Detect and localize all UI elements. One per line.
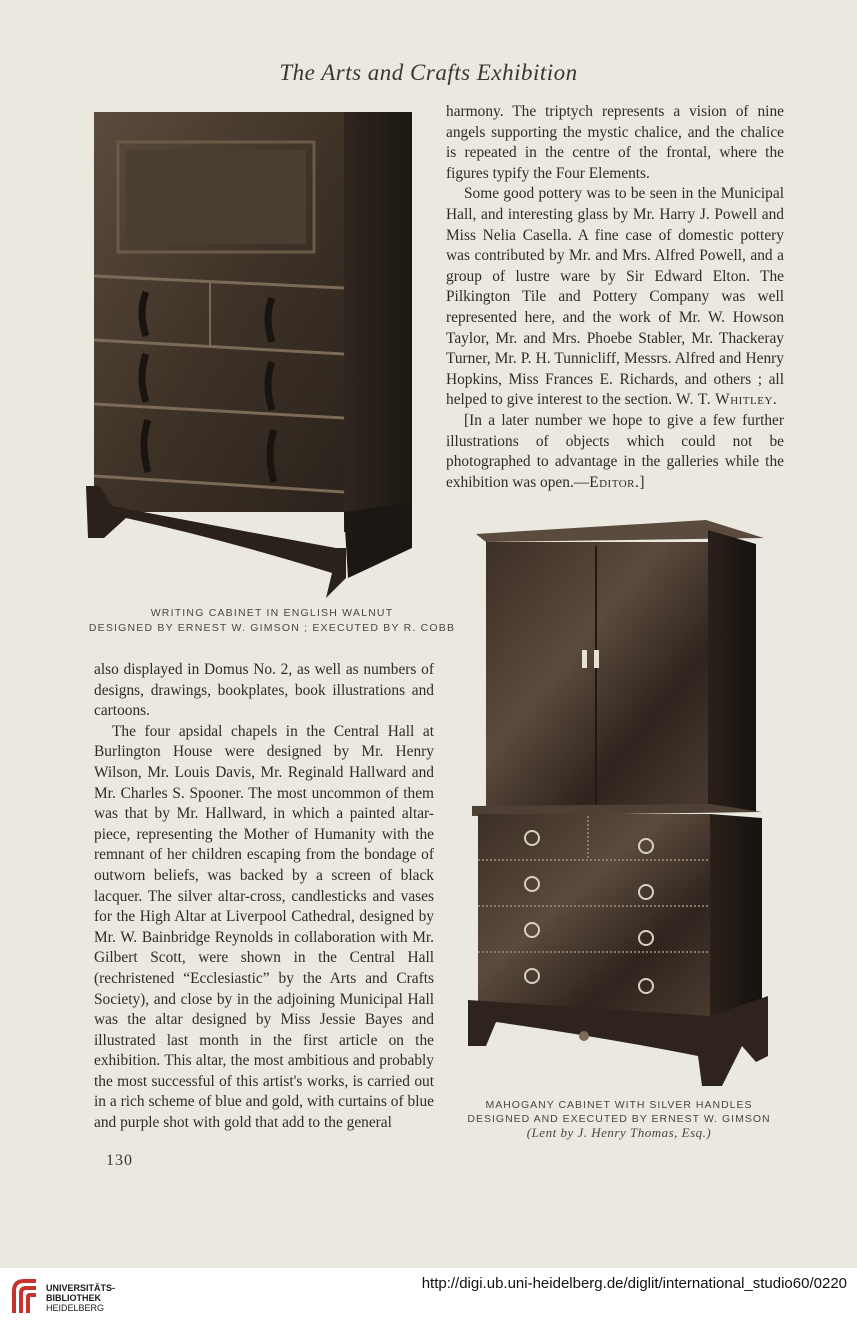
running-head: The Arts and Crafts Exhibition	[279, 60, 578, 85]
author-signature: W. T. Whitley.	[675, 391, 778, 409]
figure1-caption-line1: WRITING CABINET IN ENGLISH WALNUT	[150, 607, 394, 619]
library-name-line3: HEIDELBERG	[46, 1303, 105, 1313]
editor-note-close: ]	[639, 473, 645, 491]
left-column-text	[94, 660, 434, 1134]
figure2-credit: (Lent by J. Henry Thomas, Esq.)	[526, 1125, 712, 1140]
library-name	[46, 1283, 115, 1313]
figure2-caption-line1: MAHOGANY CABINET WITH SILVER HANDLES	[485, 1099, 753, 1111]
left-paragraph-1: also displayed in Domus No. 2, as well as numbers of designs, drawings, bookplates, book illustrations and cartoons.	[94, 661, 434, 720]
right-column-text	[446, 102, 784, 493]
editor-note	[446, 411, 784, 493]
right-paragraph-1: harmony. The triptych represents a vision of nine angels supporting the mystic chalice, and the chalice is repeated in the centre of the frontal, where the figures typify the Four Elements.	[446, 103, 784, 182]
library-name-line1: UNIVERSITÄTS-	[46, 1283, 116, 1293]
editor-signature: Editor.	[589, 473, 640, 491]
right-paragraph-2-text: Some good pottery was to be seen in the Municipal Hall, and interesting glass by Mr. Harry J. Powell and Miss Nelia Casella. A fine case of domestic pottery was contributed by Mr. and Mrs. Alfred Powell, and a group of lustre ware by Sir Edward Elton. The Pilkington Tile and Pottery Company was well represented here, and the work of Mr. W. Howson Taylor, Mr. and Mrs. Phoebe Stabler, Mr. Thackeray Turner, Mr. P. H. Tunnicliff, Messrs. Alfred and Henry Hopkins, Miss Frances E. Richards, and others ; all helped to give interest to the section.	[446, 185, 784, 409]
library-name-line2: BIBLIOTHEK	[46, 1293, 101, 1303]
figure1-caption-line2: DESIGNED BY ERNEST W. GIMSON ; EXECUTED BY R. COBB	[88, 622, 456, 634]
figure2-caption	[466, 1098, 772, 1140]
writing-cabinet-photo	[86, 108, 414, 603]
university-library-logo-icon	[10, 1277, 40, 1317]
page-number: 130	[106, 1152, 133, 1169]
editor-note-text: [In a later number we hope to give a few further illustrations of objects which could not be photographed to advantage in the galleries while the exhibition was open.—	[446, 411, 784, 491]
source-url-link[interactable]: http://digi.ub.uni-heidelberg.de/diglit/international_studio60/0220	[421, 1275, 847, 1292]
figure2-caption-line2: DESIGNED AND EXECUTED BY ERNEST W. GIMSON	[467, 1113, 771, 1125]
right-paragraph-2	[446, 184, 784, 411]
left-paragraph-2: The four apsidal chapels in the Central Hall at Burlington House were designed by Mr. Henry Wilson, Mr. Louis Davis, Mr. Reginald Hallward and Mr. Charles S. Spooner. The most uncommon of them was that by Mr. Hallward, in which a painted altar-piece, representing the Mother of Humanity with the remnant of her children escaping from the bondage of outworn beliefs, was backed by a screen of black lacquer. The silver altar-cross, candlesticks and vases for the High Altar at Liverpool Cathedral, designed by Mr. W. Bainbridge Reynolds in collaboration with Mr. Gilbert Scott, were shown in the Central Hall (rechristened “Ecclesiastic” by the Arts and Crafts Society), and close by in the adjoining Municipal Hall was the altar designed by Miss Jessie Bayes and illustrated last month in the first article on the exhibition. This altar, the most ambitious and probably the most successful of this artist's works, is carried out in a rich scheme of blue and gold, with curtains of blue and purple shot with gold that add to the general	[94, 722, 434, 1132]
mahogany-cabinet-photo	[466, 516, 772, 1088]
figure1-caption	[86, 606, 458, 636]
